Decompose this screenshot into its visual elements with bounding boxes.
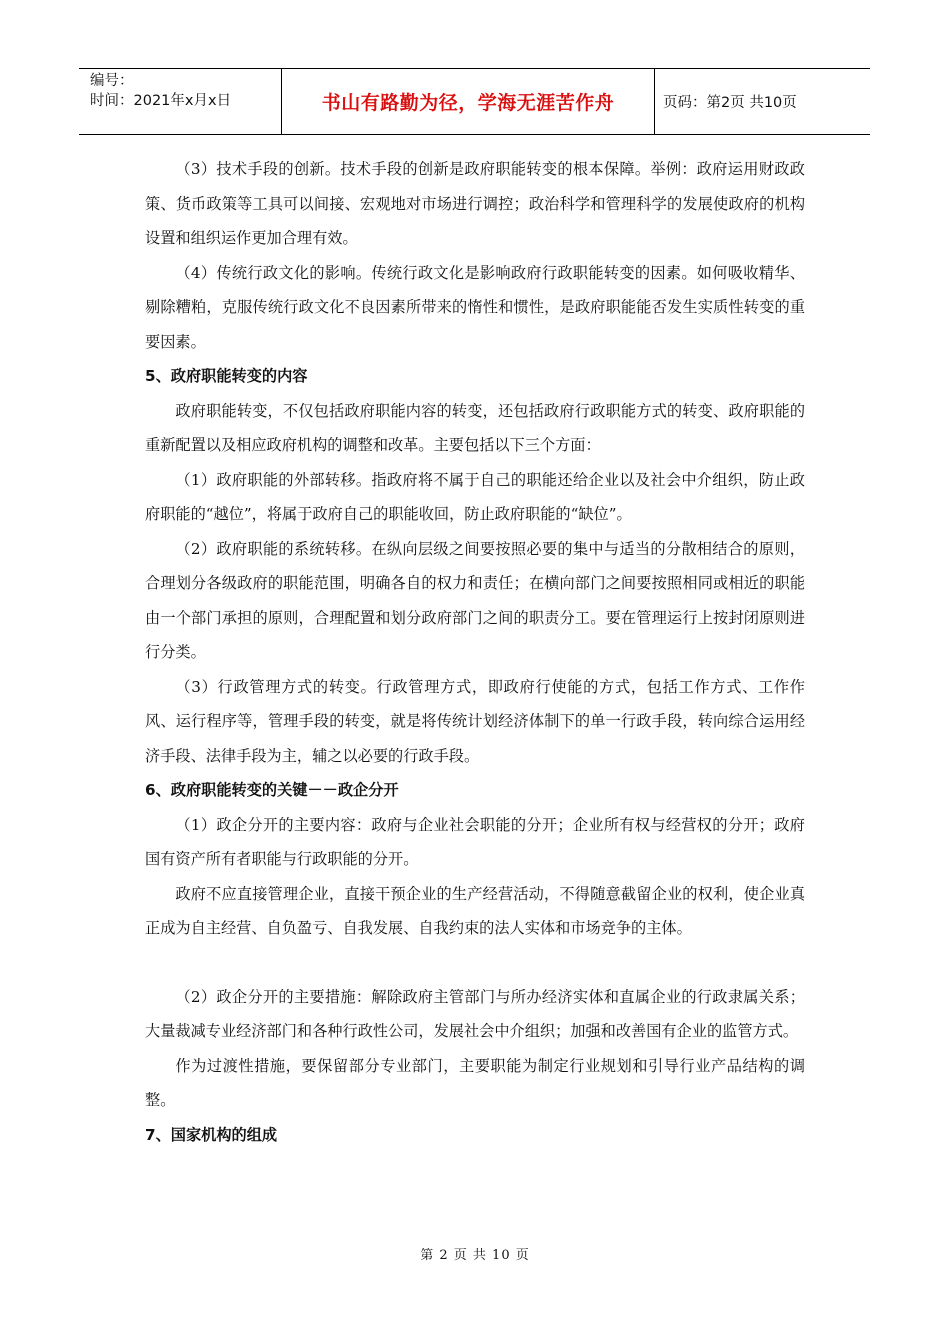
paragraph: （1）政府职能的外部转移。指政府将不属于自己的职能还给企业以及社会中介组织，防止政府职能的“越位”，将属于政府自己的职能收回，防止政府职能的“缺位”。 bbox=[145, 470, 805, 523]
paragraph: 政府职能转变，不仅包括政府职能内容的转变，还包括政府行政职能方式的转变、政府职能的重新配置以及相应政府机构的调整和改革。主要包括以下三个方面： bbox=[145, 401, 805, 454]
document-body bbox=[145, 152, 805, 1152]
section-heading-7: 7、国家机构的组成 bbox=[145, 1125, 278, 1144]
section-heading-6: 6、政府职能转变的关键－－政企分开 bbox=[145, 781, 399, 799]
header-page-info: 页码：第2页 共10页 bbox=[663, 95, 797, 111]
paragraph: （4）传统行政文化的影响。传统行政文化是影响政府行政职能转变的因素。如何吸收精华、剔除糟粕，克服传统行政文化不良因素所带来的惰性和惯性，是政府职能能否发生实质性转变的重要因素。 bbox=[145, 263, 805, 351]
document-header bbox=[79, 68, 870, 135]
paragraph: （2）政府职能的系统转移。在纵向层级之间要按照必要的集中与适当的分散相结合的原则，合理划分各级政府的职能范围，明确各自的权力和责任；在横向部门之间要按照相同或相近的职能由一个部门承担的原则，合理配置和划分政府部门之间的职责分工。要在管理运行上按封闭原则进行分类。 bbox=[145, 539, 805, 661]
blank-line bbox=[145, 946, 805, 980]
section-heading-5: 5、政府职能转变的内容 bbox=[145, 367, 308, 385]
date-label: 时间：2021年x月x日 bbox=[90, 93, 232, 109]
header-meta bbox=[79, 69, 282, 134]
paragraph: 政府不应直接管理企业，直接干预企业的生产经营活动，不得随意截留企业的权利，使企业真正成为自主经营、自负盈亏、自我发展、自我约束的法人实体和市场竞争的主体。 bbox=[145, 884, 805, 937]
paragraph: （1）政企分开的主要内容：政府与企业社会职能的分开；企业所有权与经营权的分开；政府国有资产所有者职能与行政职能的分开。 bbox=[145, 815, 805, 868]
header-motto: 书山有路勤为径，学海无涯苦作舟 bbox=[282, 69, 655, 134]
paragraph: （3）技术手段的创新。技术手段的创新是政府职能转变的根本保障。举例：政府运用财政政策、货币政策等工具可以间接、宏观地对市场进行调控；政治科学和管理科学的发展使政府的机构设置和组织运作更加合理有效。 bbox=[145, 160, 805, 247]
paragraph: （3）行政管理方式的转变。行政管理方式，即政府行使能的方式，包括工作方式、工作作风、运行程序等，管理手段的转变，就是将传统计划经济体制下的单一行政手段，转向综合运用经济手段、法律手段为主，辅之以必要的行政手段。 bbox=[145, 677, 805, 765]
paragraph: （2）政企分开的主要措施：解除政府主管部门与所办经济实体和直属企业的行政隶属关系；大量裁减专业经济部门和各种行政性公司，发展社会中介组织；加强和改善国有企业的监管方式。 bbox=[145, 987, 805, 1040]
paragraph: 作为过渡性措施，要保留部分专业部门，主要职能为制定行业规划和引导行业产品结构的调整。 bbox=[145, 1056, 805, 1109]
number-label: 编号： bbox=[90, 73, 134, 89]
page-footer: 第 2 页 共 10 页 bbox=[420, 1248, 530, 1263]
